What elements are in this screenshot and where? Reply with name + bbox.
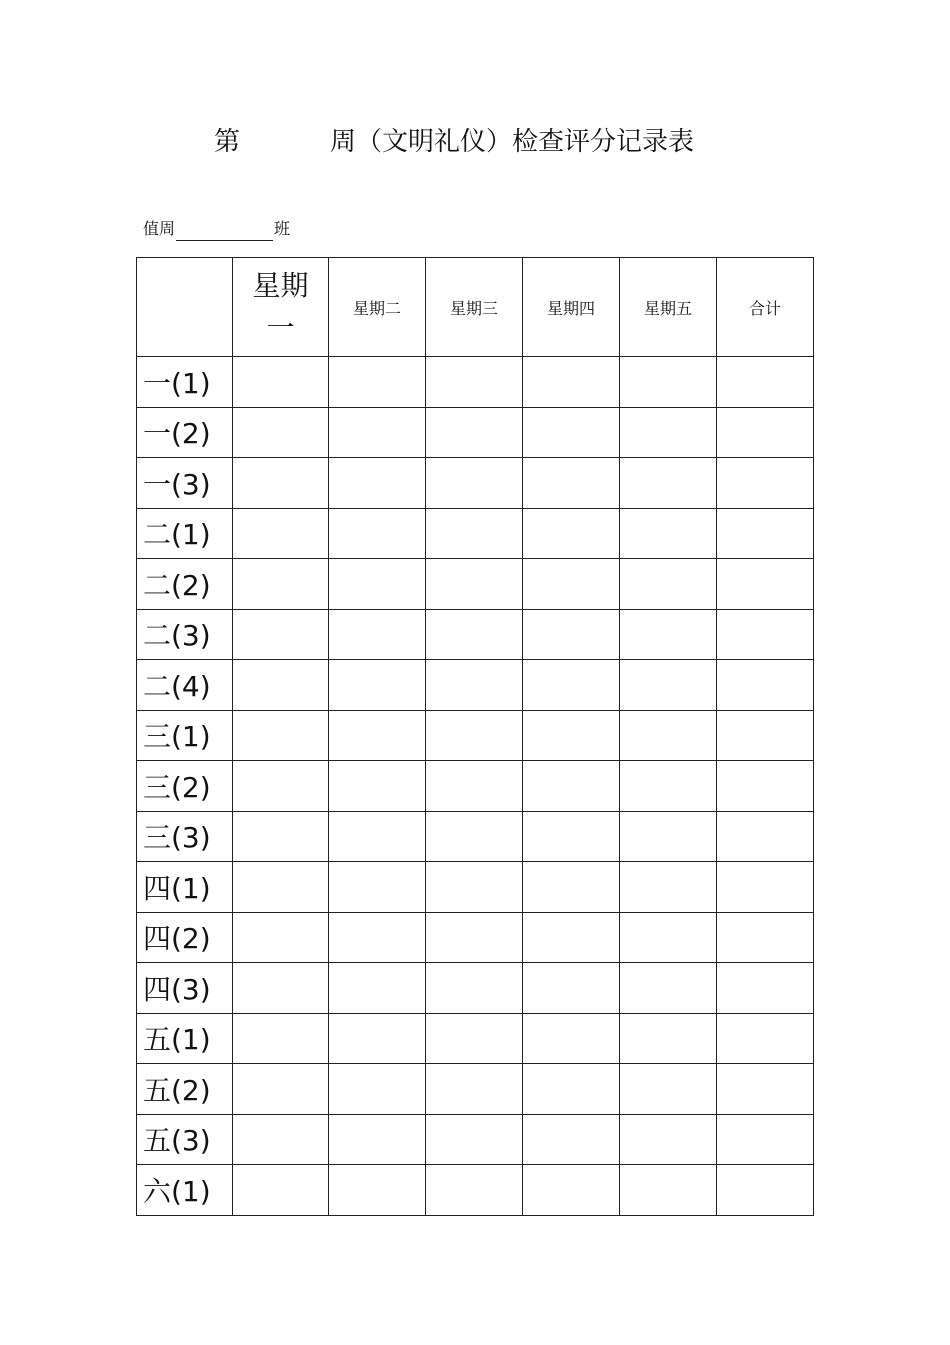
total-cell[interactable]	[717, 559, 814, 610]
wednesday-cell[interactable]	[426, 407, 523, 458]
class-label: 二(2)	[137, 559, 233, 610]
total-cell[interactable]	[717, 508, 814, 559]
header-friday	[620, 258, 717, 357]
friday-cell[interactable]	[620, 710, 717, 761]
wednesday-cell[interactable]	[426, 1165, 523, 1216]
friday-cell[interactable]	[620, 357, 717, 408]
thursday-cell[interactable]	[523, 609, 620, 660]
thursday-cell[interactable]	[523, 963, 620, 1014]
friday-cell[interactable]	[620, 1064, 717, 1115]
monday-cell[interactable]	[233, 1013, 329, 1064]
duty-label: 值周	[143, 219, 176, 238]
total-cell[interactable]	[717, 407, 814, 458]
monday-cell[interactable]	[233, 559, 329, 610]
friday-cell[interactable]	[620, 458, 717, 509]
class-label: 二(1)	[137, 508, 233, 559]
class-label: 四(2)	[137, 912, 233, 963]
thursday-cell[interactable]	[523, 862, 620, 913]
thursday-cell[interactable]	[523, 1165, 620, 1216]
monday-cell[interactable]	[233, 761, 329, 812]
wednesday-cell[interactable]	[426, 761, 523, 812]
wednesday-cell[interactable]	[426, 357, 523, 408]
monday-cell[interactable]	[233, 407, 329, 458]
friday-cell[interactable]	[620, 963, 717, 1014]
wednesday-cell[interactable]	[426, 1013, 523, 1064]
table-row	[137, 407, 814, 458]
class-label: 四(1)	[137, 862, 233, 913]
wednesday-cell[interactable]	[426, 710, 523, 761]
header-total	[717, 258, 814, 357]
friday-cell[interactable]	[620, 761, 717, 812]
table-row	[137, 1114, 814, 1165]
tuesday-cell[interactable]	[329, 862, 426, 913]
table-row	[137, 710, 814, 761]
monday-cell[interactable]	[233, 912, 329, 963]
monday-cell[interactable]	[233, 609, 329, 660]
total-cell[interactable]	[717, 811, 814, 862]
thursday-cell[interactable]	[523, 710, 620, 761]
form-title	[0, 122, 950, 162]
total-cell[interactable]	[717, 963, 814, 1014]
total-cell[interactable]	[717, 660, 814, 711]
friday-cell[interactable]	[620, 1114, 717, 1165]
monday-cell[interactable]	[233, 1064, 329, 1115]
tuesday-cell[interactable]	[329, 357, 426, 408]
total-cell[interactable]	[717, 710, 814, 761]
class-label: 三(1)	[137, 710, 233, 761]
tuesday-cell[interactable]	[329, 407, 426, 458]
total-cell[interactable]	[717, 357, 814, 408]
tuesday-cell[interactable]	[329, 1114, 426, 1165]
table-body	[137, 357, 814, 1216]
table-row	[137, 963, 814, 1014]
table-row	[137, 862, 814, 913]
friday-cell[interactable]	[620, 559, 717, 610]
table-row	[137, 1013, 814, 1064]
monday-cell[interactable]	[233, 862, 329, 913]
tuesday-cell[interactable]	[329, 912, 426, 963]
duty-class-blank[interactable]	[176, 222, 273, 241]
monday-cell[interactable]	[233, 963, 329, 1014]
tuesday-cell[interactable]	[329, 559, 426, 610]
total-cell[interactable]	[717, 1064, 814, 1115]
thursday-cell[interactable]	[523, 1064, 620, 1115]
total-cell[interactable]	[717, 761, 814, 812]
thursday-cell[interactable]	[523, 660, 620, 711]
tuesday-cell[interactable]	[329, 710, 426, 761]
friday-cell[interactable]	[620, 862, 717, 913]
friday-cell[interactable]	[620, 407, 717, 458]
class-label: 一(3)	[137, 458, 233, 509]
class-label: 一(2)	[137, 407, 233, 458]
total-cell[interactable]	[717, 862, 814, 913]
wednesday-cell[interactable]	[426, 912, 523, 963]
tuesday-cell[interactable]	[329, 963, 426, 1014]
thursday-cell[interactable]	[523, 912, 620, 963]
total-cell[interactable]	[717, 1114, 814, 1165]
table-row	[137, 1064, 814, 1115]
wednesday-cell[interactable]	[426, 660, 523, 711]
table-header-row	[137, 258, 814, 357]
wednesday-cell[interactable]	[426, 609, 523, 660]
wednesday-cell[interactable]	[426, 811, 523, 862]
table-row	[137, 559, 814, 610]
tuesday-cell[interactable]	[329, 1013, 426, 1064]
friday-cell[interactable]	[620, 1013, 717, 1064]
class-label: 四(3)	[137, 963, 233, 1014]
table-row	[137, 458, 814, 509]
table-row	[137, 1165, 814, 1216]
friday-cell[interactable]	[620, 1165, 717, 1216]
class-label: 三(3)	[137, 811, 233, 862]
class-label: 五(2)	[137, 1064, 233, 1115]
duty-class-line	[143, 217, 290, 241]
thursday-cell[interactable]	[523, 508, 620, 559]
thursday-cell[interactable]	[523, 1114, 620, 1165]
total-cell[interactable]	[717, 1165, 814, 1216]
friday-cell[interactable]	[620, 912, 717, 963]
monday-cell[interactable]	[233, 1165, 329, 1216]
tuesday-cell[interactable]	[329, 1165, 426, 1216]
wednesday-cell[interactable]	[426, 1114, 523, 1165]
header-thursday-label: 星期四	[546, 298, 595, 318]
class-label: 二(4)	[137, 660, 233, 711]
header-monday	[233, 258, 329, 357]
header-tuesday	[329, 258, 426, 357]
total-cell[interactable]	[717, 609, 814, 660]
header-total-label: 合计	[748, 298, 781, 318]
tuesday-cell[interactable]	[329, 811, 426, 862]
friday-cell[interactable]	[620, 811, 717, 862]
monday-cell[interactable]	[233, 357, 329, 408]
wednesday-cell[interactable]	[426, 963, 523, 1014]
header-friday-label: 星期五	[643, 298, 692, 318]
table-row	[137, 761, 814, 812]
friday-cell[interactable]	[620, 508, 717, 559]
header-wednesday-label: 星期三	[449, 298, 498, 318]
thursday-cell[interactable]	[523, 407, 620, 458]
monday-cell[interactable]	[233, 710, 329, 761]
class-label: 二(3)	[137, 609, 233, 660]
class-label: 三(2)	[137, 761, 233, 812]
duty-class-suffix: 班	[274, 219, 291, 238]
table-row	[137, 811, 814, 862]
tuesday-cell[interactable]	[329, 508, 426, 559]
total-cell[interactable]	[717, 1013, 814, 1064]
total-cell[interactable]	[717, 458, 814, 509]
tuesday-cell[interactable]	[329, 761, 426, 812]
table-row	[137, 609, 814, 660]
wednesday-cell[interactable]	[426, 862, 523, 913]
header-monday-label: 星期一	[252, 269, 309, 344]
tuesday-cell[interactable]	[329, 660, 426, 711]
header-corner-cell	[137, 258, 233, 357]
monday-cell[interactable]	[233, 660, 329, 711]
friday-cell[interactable]	[620, 609, 717, 660]
class-label: 六(1)	[137, 1165, 233, 1216]
header-tuesday-label: 星期二	[352, 298, 401, 318]
title-main: 周（文明礼仪）检查评分记录表	[330, 127, 695, 157]
thursday-cell[interactable]	[523, 761, 620, 812]
thursday-cell[interactable]	[523, 559, 620, 610]
friday-cell[interactable]	[620, 660, 717, 711]
wednesday-cell[interactable]	[426, 458, 523, 509]
class-label: 五(3)	[137, 1114, 233, 1165]
monday-cell[interactable]	[233, 1114, 329, 1165]
table-row	[137, 660, 814, 711]
monday-cell[interactable]	[233, 811, 329, 862]
total-cell[interactable]	[717, 912, 814, 963]
wednesday-cell[interactable]	[426, 559, 523, 610]
table-row	[137, 357, 814, 408]
wednesday-cell[interactable]	[426, 1064, 523, 1115]
wednesday-cell[interactable]	[426, 508, 523, 559]
tuesday-cell[interactable]	[329, 609, 426, 660]
table-row	[137, 508, 814, 559]
tuesday-cell[interactable]	[329, 1064, 426, 1115]
thursday-cell[interactable]	[523, 811, 620, 862]
class-label: 一(1)	[137, 357, 233, 408]
monday-cell[interactable]	[233, 458, 329, 509]
thursday-cell[interactable]	[523, 1013, 620, 1064]
tuesday-cell[interactable]	[329, 458, 426, 509]
score-table	[136, 257, 814, 1216]
thursday-cell[interactable]	[523, 357, 620, 408]
title-prefix: 第	[214, 127, 241, 157]
header-wednesday	[426, 258, 523, 357]
class-label: 五(1)	[137, 1013, 233, 1064]
monday-cell[interactable]	[233, 508, 329, 559]
header-thursday	[523, 258, 620, 357]
table-row	[137, 912, 814, 963]
thursday-cell[interactable]	[523, 458, 620, 509]
